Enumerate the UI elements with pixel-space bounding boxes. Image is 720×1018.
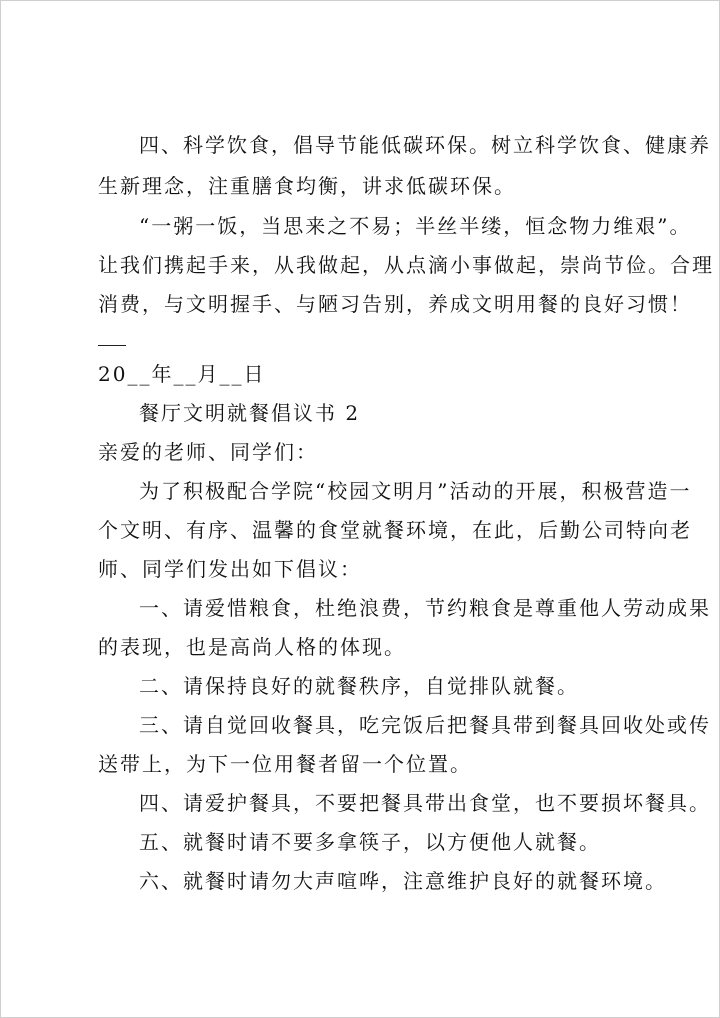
list-item-continuation: 送带上，为下一位用餐者留一个位置。 xyxy=(98,752,472,776)
list-item: 三、请自觉回收餐具，吃完饭后把餐具带到餐具回收处或传 xyxy=(139,713,711,737)
document-title: 餐厅文明就餐倡议书 2 xyxy=(139,401,361,425)
list-item: 五、就餐时请不要多拿筷子，以方便他人就餐。 xyxy=(139,830,601,854)
list-item: 四、请爱护餐具，不要把餐具带出食堂，也不要损坏餐具。 xyxy=(139,791,711,815)
paragraph-line: 个文明、有序、温馨的食堂就餐环境，在此，后勤公司特向老 xyxy=(98,518,692,542)
paragraph-line: 四、科学饮食，倡导节能低碳环保。树立科学饮食、健康养 xyxy=(139,133,711,157)
paragraph-line: 让我们携起手来，从我做起，从点滴小事做起，崇尚节俭。合理 xyxy=(98,253,714,277)
greeting: 亲爱的老师、同学们： xyxy=(98,440,318,464)
paragraph-line: 师、同学们发出如下倡议： xyxy=(98,557,362,581)
paragraph-line: “一粥一饭，当思来之不易；半丝半缕，恒念物力维艰”。 xyxy=(139,214,692,238)
paragraph-line: 为了积极配合学院“校园文明月”活动的开展，积极营造一 xyxy=(139,479,692,503)
paragraph-line: 生新理念，注重膳食均衡，讲求低碳环保。 xyxy=(98,174,516,198)
list-item: 一、请爱惜粮食，杜绝浪费，节约粮食是尊重他人劳动成果 xyxy=(139,596,711,620)
list-item-continuation: 的表现，也是高尚人格的体现。 xyxy=(98,635,406,659)
date-line: 20__年__月__日 xyxy=(98,362,266,386)
signature-underline xyxy=(98,345,126,346)
list-item: 六、就餐时请勿大声喧哗，注意维护良好的就餐环境。 xyxy=(139,869,667,893)
list-item: 二、请保持良好的就餐秩序，自觉排队就餐。 xyxy=(139,674,579,698)
paragraph-line: 消费，与文明握手、与陋习告别，养成文明用餐的良好习惯！ xyxy=(98,292,692,316)
